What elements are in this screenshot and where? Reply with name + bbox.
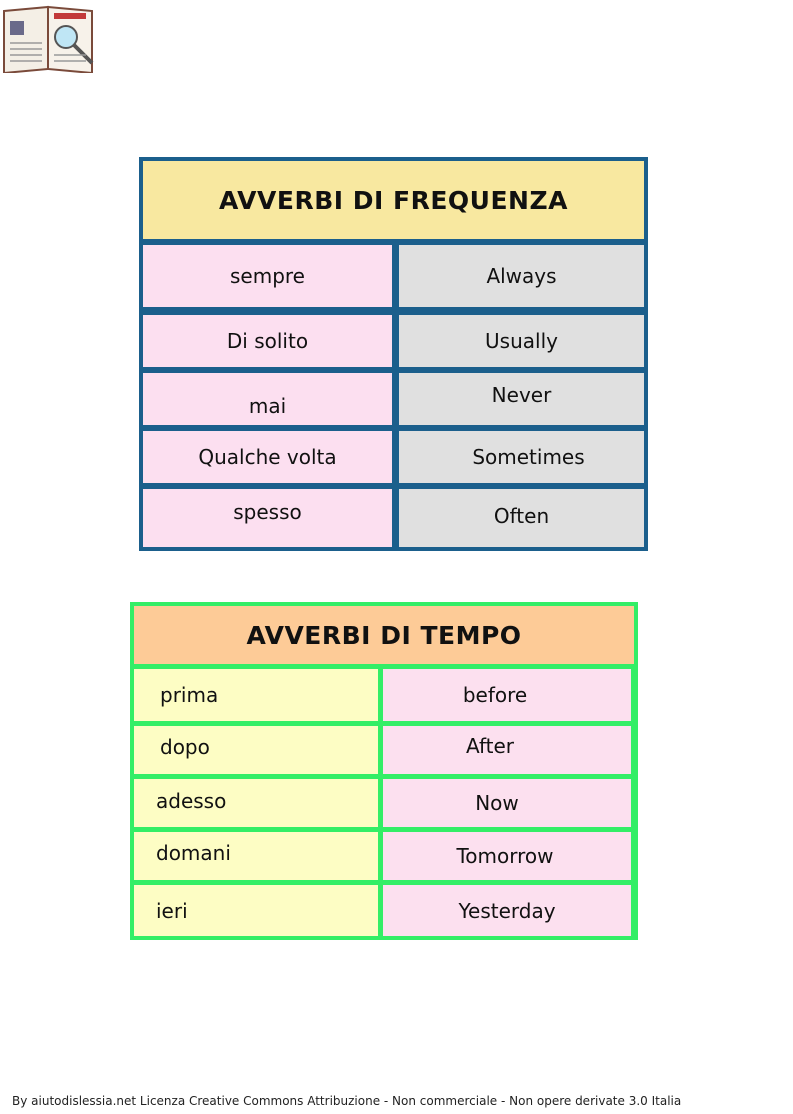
frequency-adverbs-table (139, 157, 648, 551)
frequency-table-title: AVVERBI DI FREQUENZA (143, 161, 644, 239)
table-row (134, 669, 634, 721)
table-row (134, 779, 634, 827)
italian-word: domani (134, 832, 378, 880)
table-row (134, 726, 634, 774)
italian-word: sempre (143, 245, 392, 307)
italian-word: Di solito (143, 315, 392, 367)
time-adverbs-table (130, 602, 638, 940)
table-row (134, 885, 634, 936)
italian-word: dopo (134, 726, 378, 774)
table-row (143, 245, 644, 307)
italian-word: mai (143, 373, 392, 425)
table-row (143, 489, 644, 547)
english-word: Usually (399, 315, 644, 367)
english-word: before (383, 669, 631, 721)
table-row (143, 431, 644, 483)
aiutodislessia-logo (2, 3, 100, 73)
english-word: Never (399, 373, 644, 425)
license-footer: By aiutodislessia.net Licenza Creative Commons Attribuzione - Non commerciale - Non opere derivate 3.0 Italia (12, 1094, 682, 1108)
table-row (143, 373, 644, 425)
table-row (143, 315, 644, 367)
italian-word: prima (134, 669, 378, 721)
english-word: Often (399, 489, 644, 547)
english-word: Always (399, 245, 644, 307)
english-word: Now (383, 779, 631, 827)
italian-word: adesso (134, 779, 378, 827)
english-word: Yesterday (383, 885, 631, 936)
english-word: Sometimes (399, 431, 644, 483)
italian-word: ieri (134, 885, 378, 936)
italian-word: Qualche volta (143, 431, 392, 483)
table-row (134, 832, 634, 880)
italian-word: spesso (143, 489, 392, 547)
english-word: After (383, 726, 631, 774)
time-table-title: AVVERBI DI TEMPO (134, 606, 634, 664)
english-word: Tomorrow (383, 832, 631, 880)
